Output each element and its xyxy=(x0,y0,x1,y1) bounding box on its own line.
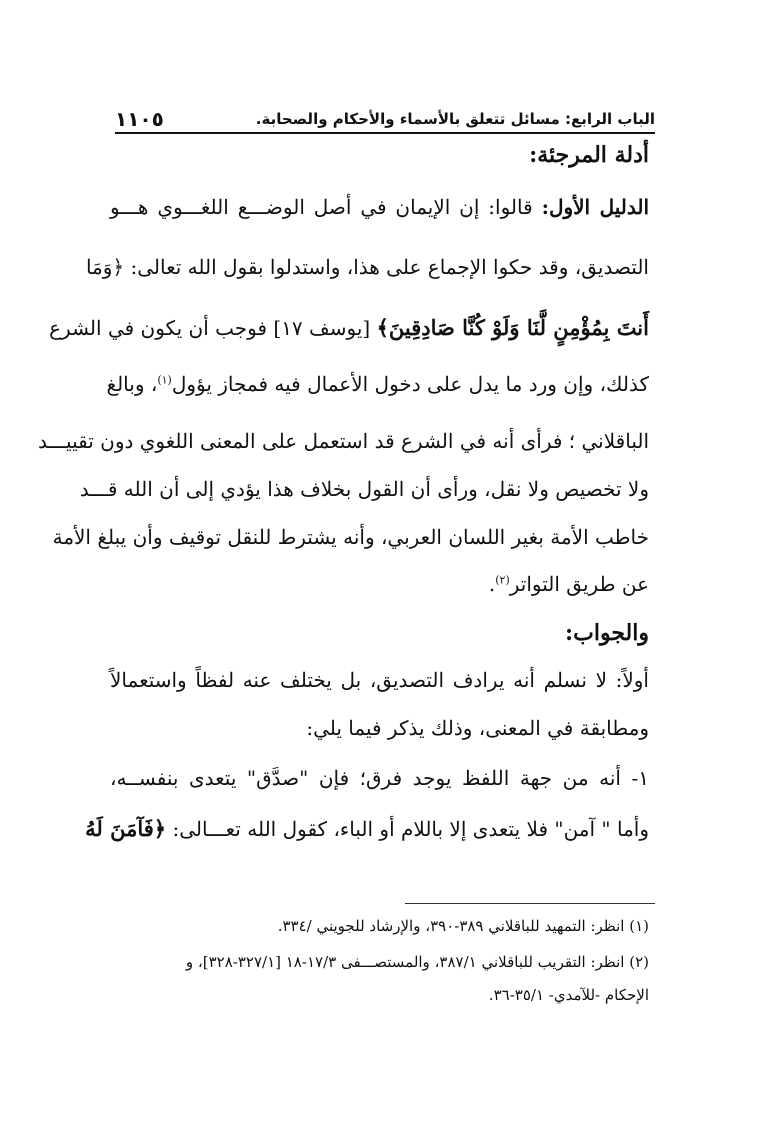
footnote-2: (٢) انظر: التقريب للباقلاني ٣٨٧/١، والمستصـــفى ١٧/٣-١٨ [٣٢٧/١-٣٢٨]، و xyxy=(185,953,649,971)
evidence-lead: الدليل الأول: xyxy=(541,195,650,219)
paragraph-line xyxy=(110,195,649,219)
text-run: وأما " آمن" فلا يتعدى إلا باللام أو الباء، كقول الله تعـــالى: xyxy=(166,817,649,841)
quran-verse: أَنتَ بِمُؤْمِنٍ لَّنَا وَلَوْ كُنَّا صَادِقِينَ﴾ xyxy=(376,315,649,340)
chapter-title: الباب الرابع: مسائل تتعلق بالأسماء والأحكام والصحابة. xyxy=(255,110,655,128)
paragraph-line: ١- أنه من جهة اللفظ يوجد فرق؛ فإن "صدَّق" يتعدى بنفســه، xyxy=(110,766,649,790)
verse-reference: [يوسف ١٧] فوجب أن يكون في الشرع xyxy=(49,316,377,340)
text-run: . xyxy=(488,572,496,596)
text-run: ، وبالغ xyxy=(106,372,158,396)
text-run: عن طريق التواتر xyxy=(509,572,649,596)
footnote-marker: (١) xyxy=(157,373,172,387)
paragraph-line: أولاً: لا نسلم أنه يرادف التصديق، بل يختلف عنه لفظاً واستعمالاً xyxy=(110,668,649,692)
page-number: ١١٠٥ xyxy=(115,107,164,131)
paragraph-line xyxy=(110,572,649,596)
section-heading: أدلة المرجئة: xyxy=(529,142,649,168)
text-run: كذلك، وإن ورد ما يدل على دخول الأعمال فيه فمجاز يؤول xyxy=(171,372,649,396)
footnote-marker: (٢) xyxy=(495,573,510,587)
paragraph-line: التصديق، وقد حكوا الإجماع على هذا، واستدلوا بقول الله تعالى: ﴿وَمَا xyxy=(85,255,649,279)
footnote-2-continuation: الإحكام -للآمدي- ٣٥/١-٣٦. xyxy=(488,986,649,1004)
paragraph-line: ولا تخصيص ولا نقل، ورأى أن القول بخلاف هذا يؤدي إلى أن الله قـــد xyxy=(79,477,649,501)
footnote-separator xyxy=(405,903,655,904)
running-header xyxy=(115,106,655,134)
paragraph-line xyxy=(106,372,649,396)
paragraph-line xyxy=(85,816,649,841)
paragraph-line: ومطابقة في المعنى، وذلك يذكر فيما يلي: xyxy=(306,716,649,740)
answer-heading: والجواب: xyxy=(565,620,649,646)
paragraph-line xyxy=(49,315,649,340)
text-run: قالوا: إن الإيمان في أصل الوضـــع اللغـــوي هـــو xyxy=(110,195,542,219)
paragraph-line: خاطب الأمة بغير اللسان العربي، وأنه يشترط للنقل توقيف وأن يبلغ الأمة xyxy=(52,525,649,549)
quran-verse: ﴿فَآمَنَ لَهُ xyxy=(85,816,167,841)
footnote-1: (١) انظر: التمهيد للباقلاني ٣٨٩-٣٩٠، والإرشاد للجويني /٣٣٤. xyxy=(277,917,649,935)
paragraph-line: الباقلاني ؛ فرأى أنه في الشرع قد استعمل على المعنى اللغوي دون تقييـــد xyxy=(37,429,649,453)
